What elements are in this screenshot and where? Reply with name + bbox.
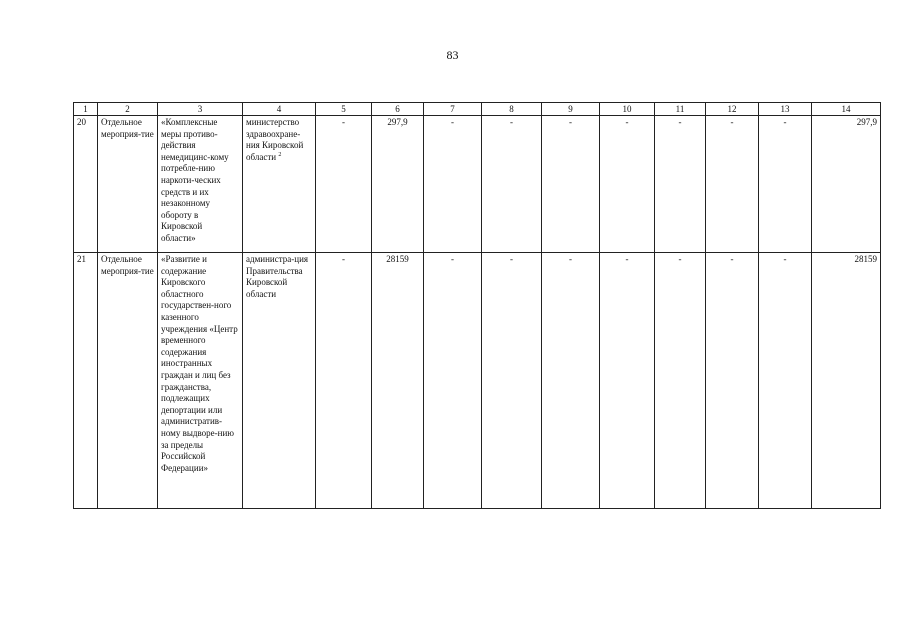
row-number: 20: [74, 116, 98, 253]
cell-col-12: -: [706, 116, 759, 253]
cell-col-10: -: [600, 116, 655, 253]
executor-footnote: 2: [278, 151, 282, 158]
executor: министерство здравоохране-ния Кировской области: [246, 117, 304, 162]
column-header: 6: [372, 103, 424, 116]
cell-col-11: -: [655, 253, 706, 509]
executor-cell: [243, 116, 316, 253]
cell-col-5: -: [316, 116, 372, 253]
header-row: [74, 103, 881, 116]
table-row: [74, 116, 881, 253]
cell-col-8: -: [482, 116, 542, 253]
column-header: 2: [98, 103, 158, 116]
cell-col-13: -: [759, 116, 812, 253]
cell-col-7: -: [424, 253, 482, 509]
cell-col-6: 28159: [372, 253, 424, 509]
cell-col-12: -: [706, 253, 759, 509]
cell-col-13: -: [759, 253, 812, 509]
column-header: 4: [243, 103, 316, 116]
cell-col-9: -: [542, 253, 600, 509]
column-header: 14: [812, 103, 881, 116]
column-header: 9: [542, 103, 600, 116]
measure-name: «Развитие и содержание Кировского областного государствен-ного казенного учреждения «Центр временного содержания иностранных граждан и лиц без гражданства, подлежащих депортации или административ-ному выдворе-нию за пределы Российской Федерации»: [158, 253, 243, 509]
column-header: 12: [706, 103, 759, 116]
executor: администра-ция Правительства Кировской области: [243, 253, 316, 509]
column-header: 11: [655, 103, 706, 116]
column-header: 3: [158, 103, 243, 116]
page-number: 83: [446, 48, 459, 62]
column-header: 8: [482, 103, 542, 116]
column-header: 13: [759, 103, 812, 116]
cell-col-10: -: [600, 253, 655, 509]
cell-col-8: -: [482, 253, 542, 509]
row-number: 21: [74, 253, 98, 509]
table-row: [74, 253, 881, 509]
column-header: 5: [316, 103, 372, 116]
cell-col-14: 28159: [812, 253, 881, 509]
cell-col-9: -: [542, 116, 600, 253]
cell-col-7: -: [424, 116, 482, 253]
cell-col-11: -: [655, 116, 706, 253]
program-table: [73, 102, 881, 509]
column-header: 1: [74, 103, 98, 116]
cell-col-14: 297,9: [812, 116, 881, 253]
column-header: 10: [600, 103, 655, 116]
measure-type: Отдельное мероприя-тие: [98, 253, 158, 509]
cell-col-6: 297,9: [372, 116, 424, 253]
column-header: 7: [424, 103, 482, 116]
cell-col-5: -: [316, 253, 372, 509]
measure-type: Отдельное мероприя-тие: [98, 116, 158, 253]
measure-name: «Комплексные меры противо-действия немедицинс-кому потребле-нию наркоти-ческих средств и их незаконному обороту в Кировской области»: [158, 116, 243, 253]
